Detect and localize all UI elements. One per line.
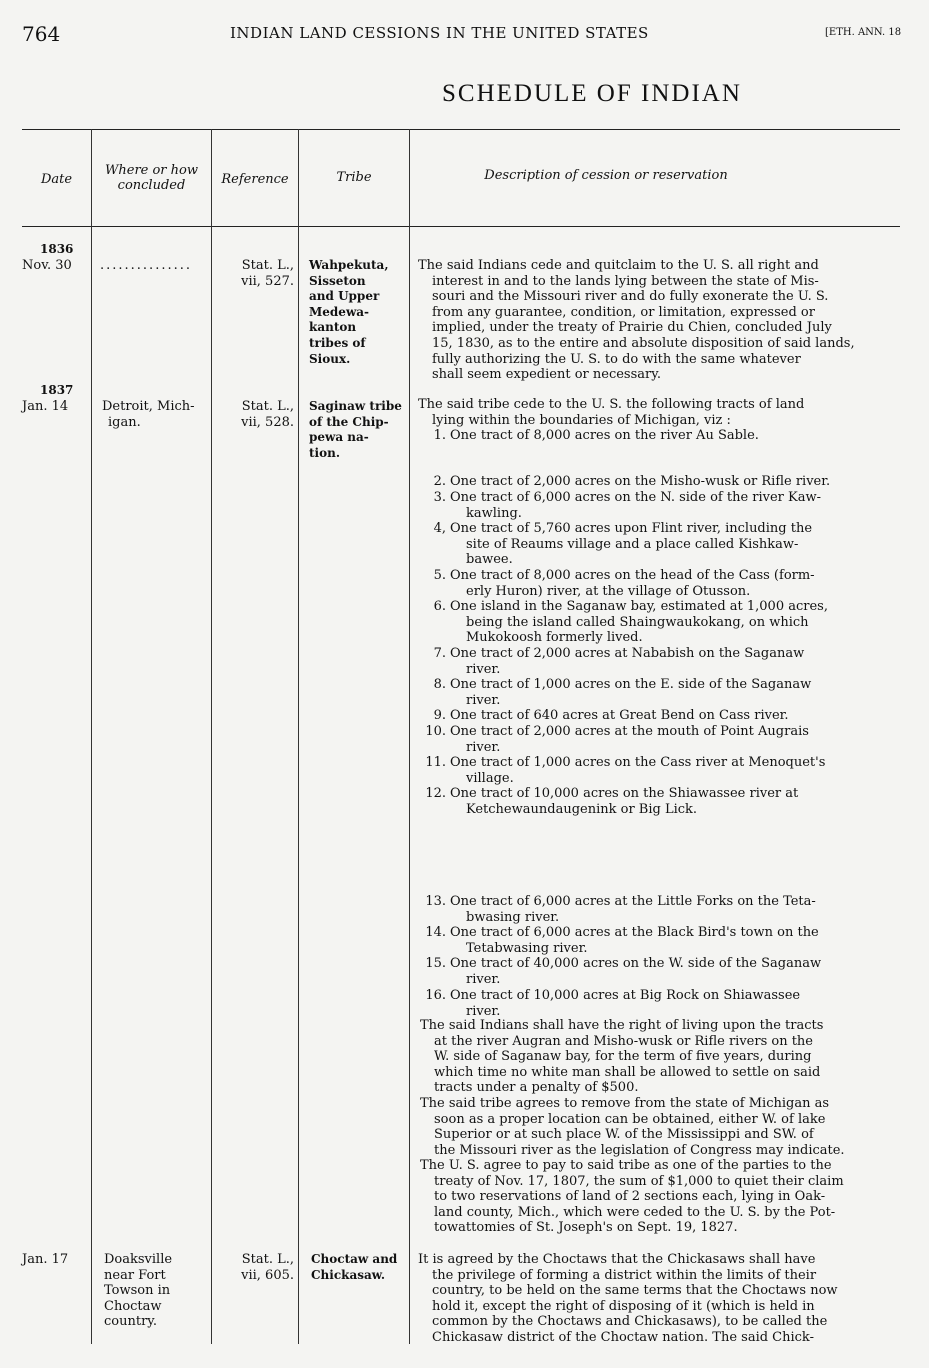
entry1-date: Nov. 30 <box>22 258 72 273</box>
tract-text: One island in the Saganaw bay, estimated at 1,000 acres, <box>450 599 828 614</box>
tribe-line: tribes of <box>309 335 366 350</box>
entry2-reference-line2: vii, 528. <box>241 414 294 430</box>
entry1-tribe <box>309 258 389 367</box>
entry2-year: 1837 <box>40 383 74 397</box>
tract-number: 6. <box>433 599 446 614</box>
tract-first-line <box>420 599 828 615</box>
entry1-year: 1836 <box>40 242 74 256</box>
column-divider-1 <box>91 129 92 1344</box>
entry3-reference <box>214 1252 294 1283</box>
tribe-line: and Upper <box>309 289 380 304</box>
provision-paragraph <box>420 1158 844 1236</box>
tract-number: 14. <box>425 925 446 940</box>
tract-continuation: Mukokoosh formerly lived. <box>466 630 643 646</box>
description-line: shall seem expedient or necessary. <box>432 367 661 383</box>
tract-text: One tract of 10,000 acres on the Shiawassee river at <box>450 786 799 801</box>
description-line: the privilege of forming a district within the limits of their <box>432 1267 817 1283</box>
tribe-line: tion. <box>309 445 341 460</box>
description-line: towattomies of St. Joseph's on Sept. 19, 1827. <box>434 1220 738 1236</box>
tract-text: One tract of 8,000 acres on the river Au Sable. <box>450 428 759 443</box>
tract-continuation: Ketchewaundaugenink or Big Lick. <box>466 801 698 817</box>
tribe-line: Sisseton <box>309 273 366 288</box>
tract-continuation: Tetabwasing river. <box>466 940 588 956</box>
entry1-reference-line2: vii, 527. <box>241 273 294 289</box>
entry1-where-empty: ............... <box>100 258 192 273</box>
entry2-date: Jan. 14 <box>22 399 69 414</box>
tract-item <box>420 490 821 521</box>
description-line: Chickasaw district of the Choctaw nation. The said Chick- <box>432 1329 814 1345</box>
description-line: hold it, except the right of disposing of it (which is held in <box>432 1298 815 1314</box>
description-line: treaty of Nov. 17, 1807, the sum of $1,000 to quiet their claim <box>434 1173 844 1189</box>
tract-text: One tract of 6,000 acres at the Black Bird's town on the <box>450 925 819 940</box>
column-header-description: Description of cession or reservation <box>484 168 728 183</box>
description-line: The said Indians cede and quitclaim to the U. S. all right and <box>418 258 819 273</box>
description-line: from any guarantee, condition, or limitation, expressed or <box>432 304 815 320</box>
tract-continuation: river. <box>466 739 501 755</box>
tract-text: One tract of 2,000 acres on the Misho-wusk or Rifle river. <box>450 474 831 489</box>
provision-paragraph <box>420 1096 845 1158</box>
tract-text: One tract of 1,000 acres on the Cass river at Menoquet's <box>450 755 826 770</box>
where-line: country. <box>104 1314 158 1330</box>
entry2-reference <box>214 399 294 430</box>
where-line: Doaksville <box>104 1252 173 1267</box>
tract-text: One tract of 640 acres at Great Bend on Cass river. <box>450 708 789 723</box>
tract-number: 15. <box>425 956 446 971</box>
tract-number: 10. <box>425 724 446 739</box>
description-line: W. side of Saganaw bay, for the term of five years, during <box>434 1049 812 1065</box>
tract-text: One tract of 6,000 acres on the N. side of the river Kaw- <box>450 490 822 505</box>
column-divider-4 <box>409 129 410 1344</box>
entry2-intro <box>418 397 804 428</box>
tract-number: 4, <box>433 521 446 536</box>
tract-first-line <box>420 677 811 693</box>
tract-number: 1. <box>433 428 446 443</box>
tribe-line: Chickasaw. <box>311 1267 386 1282</box>
tract-item <box>420 708 789 724</box>
description-line: country, to be held on the same terms that the Choctaws now <box>432 1283 838 1299</box>
tract-first-line <box>420 490 821 506</box>
tract-number: 12. <box>425 786 446 801</box>
tract-first-line <box>420 894 816 910</box>
tract-item <box>420 956 821 987</box>
tract-continuation: village. <box>466 770 514 786</box>
tract-item <box>420 521 812 568</box>
description-line: land county, Mich., which were ceded to the U. S. by the Pot- <box>434 1204 836 1220</box>
where-line: near Fort <box>104 1267 166 1283</box>
tract-first-line <box>420 724 809 740</box>
entry1-reference <box>214 258 294 289</box>
description-line: the Missouri river as the legislation of Congress may indicate. <box>434 1142 845 1158</box>
tribe-line: Choctaw and <box>311 1252 398 1266</box>
column-divider-2 <box>211 129 212 1344</box>
tract-text: One tract of 2,000 acres at the mouth of Point Augrais <box>450 724 809 739</box>
column-divider-3 <box>298 129 299 1344</box>
entry1-reference-line1: Stat. L., <box>241 258 294 273</box>
tract-first-line <box>420 521 812 537</box>
table-top-rule <box>22 129 900 130</box>
tract-item <box>420 677 811 708</box>
description-line: souri and the Missouri river and do fully exonerate the U. S. <box>432 289 829 305</box>
tract-item <box>420 755 825 786</box>
entry3-tribe <box>311 1252 397 1283</box>
tract-number: 2. <box>433 474 446 489</box>
tract-text: One tract of 40,000 acres on the W. side of the Saganaw <box>450 956 822 971</box>
description-line: It is agreed by the Choctaws that the Chickasaws shall have <box>418 1252 816 1267</box>
tract-item <box>420 925 819 956</box>
tribe-line: pewa na- <box>309 430 369 445</box>
tract-continuation: bawee. <box>466 552 513 568</box>
tract-item <box>420 988 800 1019</box>
description-line: at the river Augran and Misho-wusk or Rifle rivers on the <box>434 1033 813 1049</box>
tract-first-line <box>420 755 825 771</box>
tract-number: 8. <box>433 677 446 692</box>
column-header-tribe: Tribe <box>336 170 372 185</box>
entry3-reference-line1: Stat. L., <box>241 1252 294 1267</box>
description-line: implied, under the treaty of Prairie du Chien, concluded July <box>432 320 832 336</box>
tract-item <box>420 599 828 646</box>
tract-number: 13. <box>425 894 446 909</box>
tract-first-line <box>420 708 789 724</box>
tract-number: 5. <box>433 568 446 583</box>
entry2-where-line1: Detroit, Mich- <box>102 399 195 414</box>
tract-first-line <box>420 474 830 490</box>
tribe-line: Saginaw tribe <box>309 399 402 413</box>
schedule-title: SCHEDULE OF INDIAN <box>442 80 742 107</box>
description-line: interest in and to the lands lying between the state of Mis- <box>432 273 819 289</box>
tract-number: 11. <box>425 755 446 770</box>
tract-text: One tract of 5,760 acres upon Flint river, including the <box>450 521 813 536</box>
entry2-tribe <box>309 399 402 461</box>
description-line: which time no white man shall be allowed to settle on said <box>434 1064 821 1080</box>
tract-continuation: bwasing river. <box>466 909 560 925</box>
where-line: Choctaw <box>104 1298 162 1314</box>
tract-first-line <box>420 988 800 1004</box>
where-line: Towson in <box>104 1283 171 1299</box>
tract-number: 16. <box>425 988 446 1003</box>
tract-continuation: river. <box>466 971 501 987</box>
tract-text: One tract of 10,000 acres at Big Rock on Shiawassee <box>450 988 801 1003</box>
tribe-line: Medewa- <box>309 304 370 319</box>
tract-number: 9. <box>433 708 446 723</box>
column-header-where-line1: Where or how <box>105 163 198 178</box>
tract-number: 7. <box>433 646 446 661</box>
running-title: INDIAN LAND CESSIONS IN THE UNITED STATES <box>230 24 649 42</box>
tract-continuation: river. <box>466 661 501 677</box>
tract-continuation: river. <box>466 1003 501 1019</box>
description-line: to two reservations of land of 2 sections each, lying in Oak- <box>434 1189 826 1205</box>
tract-continuation: site of Reaums village and a place called Kishkaw- <box>466 536 799 552</box>
tract-item <box>420 568 815 599</box>
tract-text: One tract of 6,000 acres at the Little Forks on the Teta- <box>450 894 816 909</box>
entry2-where-line2: igan. <box>108 414 141 430</box>
report-reference: [ETH. ANN. 18 <box>825 27 902 38</box>
tract-text: One tract of 2,000 acres at Nababish on the Saganaw <box>450 646 805 661</box>
description-line: common by the Choctaws and Chickasaws), to be called the <box>432 1314 828 1330</box>
description-line: The said tribe cede to the U. S. the following tracts of land <box>418 397 805 412</box>
tract-first-line <box>420 646 804 662</box>
tract-continuation: erly Huron) river, at the village of Otusson. <box>466 583 751 599</box>
tract-first-line <box>420 786 798 802</box>
description-line: The said Indians shall have the right of living upon the tracts <box>420 1018 824 1033</box>
entry3-date: Jan. 17 <box>22 1252 69 1267</box>
tract-item <box>420 428 759 444</box>
tract-text: One tract of 8,000 acres on the head of the Cass (form- <box>450 568 815 583</box>
table-header-rule <box>22 226 900 227</box>
tract-continuation: kawling. <box>466 505 522 521</box>
tract-item <box>420 724 809 755</box>
tract-item <box>420 894 816 925</box>
description-line: soon as a proper location can be obtained, either W. of lake <box>434 1111 826 1127</box>
entry3-description <box>418 1252 838 1346</box>
description-line: Superior or at such place W. of the Mississippi and SW. of <box>434 1127 814 1143</box>
tract-continuation: being the island called Shaingwaukokang, on which <box>466 614 809 630</box>
description-line: lying within the boundaries of Michigan, viz : <box>432 412 731 428</box>
entry1-description <box>418 258 855 383</box>
entry2-where <box>102 399 195 430</box>
tribe-line: kanton <box>309 320 357 335</box>
tract-item <box>420 474 830 490</box>
tract-first-line <box>420 428 759 444</box>
entry2-reference-line1: Stat. L., <box>241 399 294 414</box>
entry3-where <box>104 1252 208 1330</box>
description-line: fully authorizing the U. S. to do with the same whatever <box>432 351 801 367</box>
tract-first-line <box>420 925 819 941</box>
column-header-reference: Reference <box>221 172 289 187</box>
provision-paragraph <box>420 1018 823 1096</box>
page-number: 764 <box>22 22 61 46</box>
tract-text: One tract of 1,000 acres on the E. side of the Saganaw <box>450 677 812 692</box>
description-line: The said tribe agrees to remove from the state of Michigan as <box>420 1096 830 1111</box>
description-line: 15, 1830, as to the entire and absolute disposition of said lands, <box>432 335 855 351</box>
column-header-date: Date <box>40 172 73 187</box>
description-line: tracts under a penalty of $500. <box>434 1080 639 1096</box>
column-header-where-line2: concluded <box>117 178 186 193</box>
column-header-where <box>92 163 211 193</box>
tract-number: 3. <box>433 490 446 505</box>
entry3-reference-line2: vii, 605. <box>241 1267 294 1283</box>
description-line: The U. S. agree to pay to said tribe as one of the parties to the <box>420 1158 832 1173</box>
tribe-line: of the Chip- <box>309 414 389 429</box>
tract-item <box>420 786 798 817</box>
tract-item <box>420 646 804 677</box>
tribe-line: Wahpekuta, <box>309 258 389 272</box>
tract-first-line <box>420 956 821 972</box>
tract-first-line <box>420 568 815 584</box>
tract-continuation: river. <box>466 692 501 708</box>
tribe-line: Sioux. <box>309 351 351 366</box>
